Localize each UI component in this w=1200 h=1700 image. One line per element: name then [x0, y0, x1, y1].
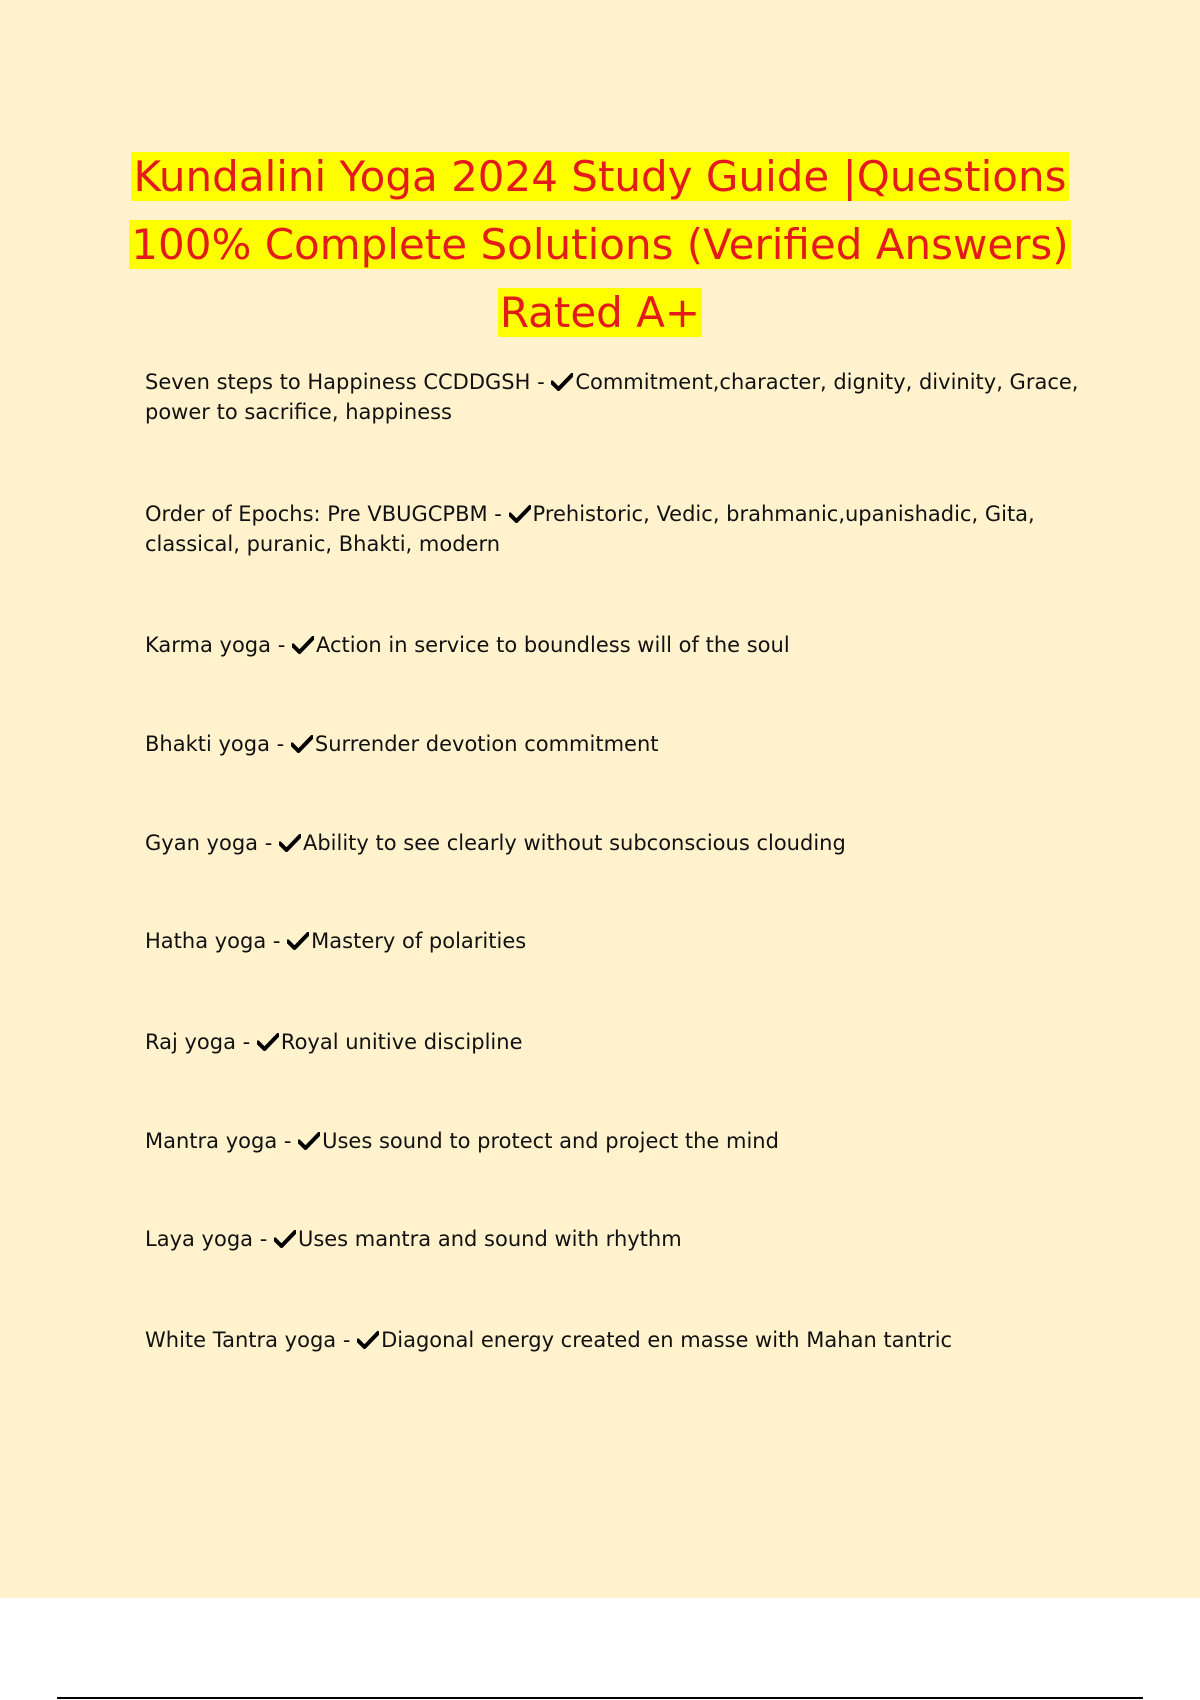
checkmark-icon	[257, 1033, 279, 1051]
question-text: Seven steps to Happiness CCDDGSH	[145, 370, 531, 394]
answer-text: Uses sound to protect and project the mind	[322, 1129, 779, 1153]
checkmark-icon	[279, 834, 301, 852]
title-line-2: 100% Complete Solutions (Verified Answers)	[131, 220, 1069, 269]
answer-text: Diagonal energy created en masse with Mahan tantric	[381, 1328, 953, 1352]
question-text: Karma yoga	[145, 633, 272, 657]
answer-text: Mastery of polarities	[311, 929, 527, 953]
checkmark-icon	[509, 505, 531, 523]
question-text: Bhakti yoga	[145, 732, 270, 756]
question-text: Order of Epochs: Pre VBUGCPBM	[145, 502, 488, 526]
separator: -	[271, 633, 292, 657]
separator: -	[266, 929, 288, 953]
question-text: Hatha yoga	[145, 929, 267, 953]
answer-text: Prehistoric, Vedic, brahmanic,upanishadic, Gita, classical, puranic, Bhakti, modern	[145, 502, 1035, 556]
separator: -	[269, 732, 291, 756]
footer-rule	[57, 1697, 1143, 1699]
checkmark-icon	[291, 735, 313, 753]
answer-text: Surrender devotion commitment	[314, 732, 659, 756]
separator: -	[530, 370, 552, 394]
separator: -	[258, 831, 279, 855]
answer-text: Action in service to boundless will of the soul	[315, 633, 790, 657]
document-title	[100, 143, 1100, 347]
title-line-1: Kundalini Yoga 2024 Study Guide |Questions	[133, 152, 1067, 201]
answer-text: Commitment,character, dignity, divinity, Grace, power to sacrifice, happiness	[145, 370, 1079, 424]
qa-item	[145, 828, 1085, 858]
checkmark-icon	[274, 1230, 296, 1248]
qa-item	[145, 1224, 1085, 1254]
question-text: Gyan yoga	[145, 831, 259, 855]
checkmark-icon	[287, 932, 309, 950]
qa-item	[145, 630, 1085, 660]
separator: -	[487, 502, 509, 526]
separator: -	[336, 1328, 358, 1352]
qa-item	[145, 729, 1085, 759]
checkmark-icon	[551, 373, 573, 391]
qa-item	[145, 499, 1085, 559]
checkmark-icon	[357, 1331, 379, 1349]
question-text: Mantra yoga	[145, 1129, 278, 1153]
qa-item	[145, 367, 1085, 427]
separator: -	[277, 1129, 299, 1153]
answer-text: Uses mantra and sound with rhythm	[297, 1227, 682, 1251]
checkmark-icon	[292, 636, 314, 654]
qa-item	[145, 1325, 1085, 1355]
answer-text: Royal unitive discipline	[280, 1030, 523, 1054]
question-text: Laya yoga	[145, 1227, 254, 1251]
checkmark-icon	[298, 1132, 320, 1150]
title-line-3: Rated A+	[499, 288, 701, 337]
separator: -	[235, 1030, 257, 1054]
separator: -	[253, 1227, 274, 1251]
answer-text: Ability to see clearly without subconscious clouding	[302, 831, 846, 855]
qa-item	[145, 1027, 1085, 1057]
qa-item	[145, 926, 1085, 956]
question-text: White Tantra yoga	[145, 1328, 337, 1352]
question-text: Raj yoga	[145, 1030, 236, 1054]
qa-item	[145, 1126, 1085, 1156]
